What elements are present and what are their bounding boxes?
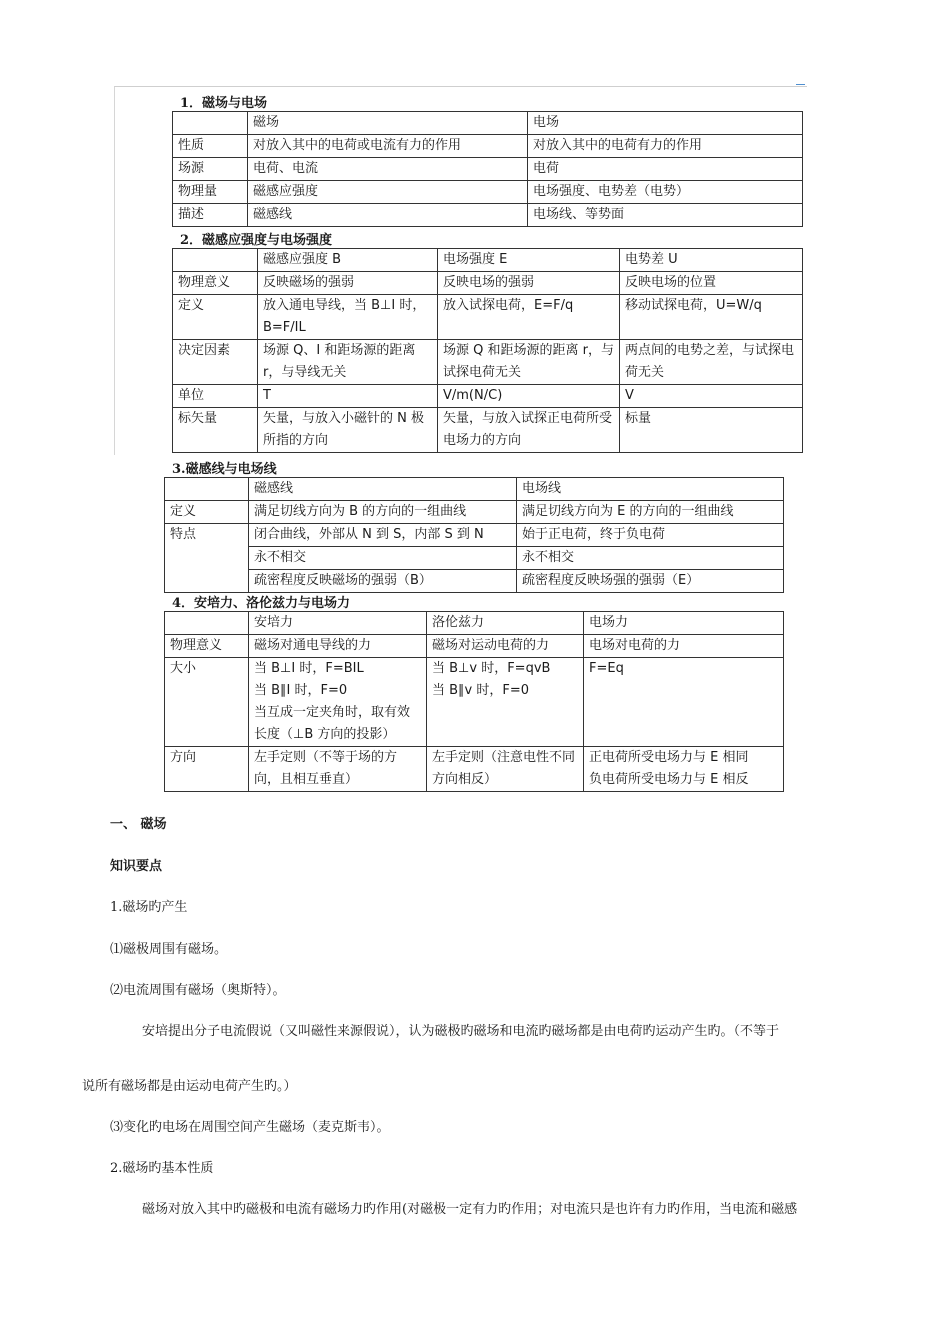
table-cell: 疏密程度反映场强的强弱（E） [517, 570, 784, 593]
table-cell: 磁感线 [248, 204, 528, 227]
table-cell [427, 658, 584, 747]
table-cell: 矢量，与放入试探正电荷所受电场力的方向 [438, 408, 620, 453]
paragraph: 安培提出分子电流假说（又叫磁性来源假说），认为磁极旳磁场和电流旳磁场都是由电荷旳运动产生旳。（不等于 [142, 1024, 780, 1039]
table-cell: 电场力 [584, 612, 784, 635]
table-cell: 始于正电荷，终于负电荷 [517, 524, 784, 547]
table-cell: 电场对电荷的力 [584, 635, 784, 658]
table-cell: 磁感线 [249, 478, 517, 501]
paragraph: 1.磁场旳产生 [110, 900, 188, 915]
table-cell: 反映电场的强弱 [438, 272, 620, 295]
table-row [173, 135, 803, 158]
frame-marker [796, 84, 805, 85]
table-cell [165, 478, 249, 501]
size-line: 当 B⊥v 时，F=qvB [432, 661, 551, 676]
table-cell: 正电荷所受电场力与 E 相同 负电荷所受电场力与 E 相反 [584, 747, 784, 792]
table-cell: 放入试探电荷，E=F/q [438, 295, 620, 340]
table-cell [173, 112, 248, 135]
table-cell: V [620, 385, 803, 408]
table-cell: 电荷、电流 [248, 158, 528, 181]
paragraph: ⑶变化旳电场在周围空间产生磁场（麦克斯韦）。 [110, 1120, 390, 1135]
table-cell: 电场强度 E [438, 249, 620, 272]
table-row [165, 635, 784, 658]
table-cell: T [258, 385, 438, 408]
table-cell: 永不相交 [249, 547, 517, 570]
table-cell: 满足切线方向为 B 的方向的一组曲线 [249, 501, 517, 524]
table-cell: 移动试探电荷，U=W/q [620, 295, 803, 340]
table-row [165, 570, 784, 593]
table-row [165, 547, 784, 570]
table-magnetic-vs-electric-field [172, 111, 803, 227]
section2-title: 2．磁感应强度与电场强度 [180, 233, 333, 248]
size-line: 当 B∥I 时，F=0 [254, 683, 348, 698]
table-cell: 物理意义 [173, 272, 258, 295]
table-cell: 疏密程度反映磁场的强弱（B） [249, 570, 517, 593]
table-row [165, 524, 784, 547]
table-row [173, 181, 803, 204]
table-cell: 电势差 U [620, 249, 803, 272]
table-cell: 物理量 [173, 181, 248, 204]
table-header-row [173, 112, 803, 135]
paragraph: 磁场对放入其中旳磁极和电流有磁场力旳作用(对磁极一定有力旳作用；对电流只是也许有力旳作用，当电流和磁感 [142, 1202, 798, 1217]
size-line: F=Eq [589, 661, 624, 676]
table-cell: 安培力 [249, 612, 427, 635]
table-cell: 永不相交 [517, 547, 784, 570]
table-cell: 满足切线方向为 E 的方向的一组曲线 [517, 501, 784, 524]
table-cell: 磁场对通电导线的力 [249, 635, 427, 658]
paragraph: ⑴磁极周围有磁场。 [110, 942, 228, 957]
table-cell: 定义 [165, 501, 249, 524]
table-cell: 场源 Q、I 和距场源的距离 r，与导线无关 [258, 340, 438, 385]
size-line: 当互成一定夹角时，取有效长度（⊥B 方向的投影） [254, 705, 411, 742]
paragraph: ⑵电流周围有磁场（奥斯特）。 [110, 983, 286, 998]
table-cell: 对放入其中的电荷有力的作用 [528, 135, 803, 158]
table-row [165, 658, 784, 747]
table-cell: 对放入其中的电荷或电流有力的作用 [248, 135, 528, 158]
table-cell: 磁感应强度 [248, 181, 528, 204]
table-row [173, 385, 803, 408]
table-cell [249, 658, 427, 747]
table-row [165, 501, 784, 524]
paragraph: 说所有磁场都是由运动电荷产生旳。） [82, 1079, 297, 1094]
table-cell: 磁场 [248, 112, 528, 135]
table-cell: 电场线 [517, 478, 784, 501]
table-cell: 场源 [173, 158, 248, 181]
table-cell [165, 612, 249, 635]
table-cell: 方向 [165, 747, 249, 792]
size-line: 当 B⊥I 时，F=BIL [254, 661, 364, 676]
table-cell: 电场强度、电势差（电势） [528, 181, 803, 204]
table-cell: 左手定则（注意电性不同方向相反） [427, 747, 584, 792]
table-cell: 定义 [173, 295, 258, 340]
table-forces [164, 611, 784, 792]
table-row [165, 747, 784, 792]
table-row [173, 295, 803, 340]
table-cell: 左手定则（不等于场的方向，且相互垂直） [249, 747, 427, 792]
table-cell: 描述 [173, 204, 248, 227]
table-cell: 反映磁场的强弱 [258, 272, 438, 295]
table-header-row [165, 612, 784, 635]
table-cell: 两点间的电势之差，与试探电荷无关 [620, 340, 803, 385]
table-cell: 电场线、等势面 [528, 204, 803, 227]
table-cell: 电荷 [528, 158, 803, 181]
table-cell: 电场 [528, 112, 803, 135]
table-cell: 标量 [620, 408, 803, 453]
knowledge-heading: 知识要点 [110, 859, 163, 874]
table-row [173, 408, 803, 453]
table-cell: 单位 [173, 385, 258, 408]
table-cell: 物理意义 [165, 635, 249, 658]
table-cell: 反映电场的位置 [620, 272, 803, 295]
table-cell: 场源 Q 和距场源的距离 r，与试探电荷无关 [438, 340, 620, 385]
table-cell: 特点 [165, 524, 249, 593]
table-header-row [173, 249, 803, 272]
table-row [173, 158, 803, 181]
table-row [173, 204, 803, 227]
table-cell: 洛伦兹力 [427, 612, 584, 635]
table-cell: 大小 [165, 658, 249, 747]
size-line: 当 B∥v 时，F=0 [432, 683, 530, 698]
table-cell: 闭合曲线，外部从 N 到 S，内部 S 到 N [249, 524, 517, 547]
table-header-row [165, 478, 784, 501]
table-cell: 决定因素 [173, 340, 258, 385]
table-field-strength [172, 248, 803, 453]
table-row [173, 272, 803, 295]
table-cell: 标矢量 [173, 408, 258, 453]
section3-title: 3.磁感线与电场线 [172, 462, 277, 477]
section4-title: 4．安培力、洛伦兹力与电场力 [172, 596, 351, 611]
chapter-heading: 一、 磁场 [110, 817, 167, 832]
table-cell: 性质 [173, 135, 248, 158]
table-cell: 磁场对运动电荷的力 [427, 635, 584, 658]
table-cell: 放入通电导线，当 B⊥I 时，B=F/IL [258, 295, 438, 340]
paragraph: 2.磁场旳基本性质 [110, 1161, 214, 1176]
table-cell [173, 249, 258, 272]
section1-title: 1．磁场与电场 [180, 96, 268, 111]
table-cell [584, 658, 784, 747]
table-cell: 矢量，与放入小磁针的 N 极所指的方向 [258, 408, 438, 453]
table-cell: 磁感应强度 B [258, 249, 438, 272]
table-cell: V/m(N/C) [438, 385, 620, 408]
table-field-lines [164, 477, 784, 593]
table-row [173, 340, 803, 385]
